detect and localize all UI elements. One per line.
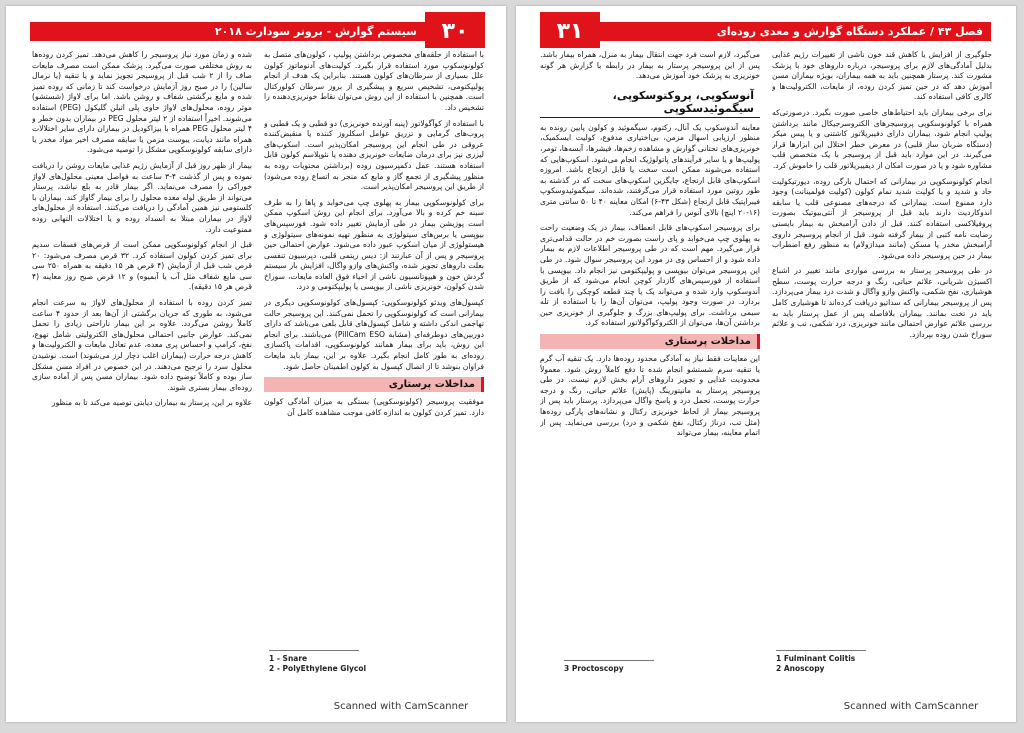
paragraph: با استفاده از کوآگولاتور (پنبه آورنده خونریزی) دو قطبی و یک قطبی و پروب‌های گرمایی و تزریق عوامل اسکلروز کننده یا منقبض‌کننده عروقی در طی انجام این پروسیجر امکان‌پذیر است. اسکوپ‌های لیزری نیز برای درمان ضایعات خونریزی دهنده یا نئوپلاسم کولون قابل استفاده هستند. عمل دکمپرسیون روده (برداشتن محتویات روده به منظور پیشگیری از تجمع گاز و مایع که منجر به اتساع روده می‌شود) از طریق این پروسیجر امکان‌پذیر است. <box>264 118 484 192</box>
footnote-divider <box>269 650 359 651</box>
section-heading: مداخلات پرستاری <box>540 334 760 349</box>
paragraph: جلوگیری از افزایش یا کاهش قند خون ناشی از تغییرات رژیم غذایی بدلیل آمادگی‌های لازم برای پروسیجر، درباره داروهای خود با پزشک مشورت کند. پرستار همچنین باید به همه بیماران، بویژه بیماران مسن آموزش دهد که در حین تمیز کردن روده، از مایعات، الکترولیت‌ها و کالری کافی استفاده کند. <box>772 50 992 102</box>
right-page-header-title: فصل ۴۳ / عملکرد دستگاه گوارش و معدی روده‌ای <box>716 25 983 38</box>
footnote: 1 - Snare <box>269 654 308 663</box>
paragraph: در طی پروسیجر پرستار به بررسی مواردی مانند تغییر در اشباع اکسیژن شریانی، علائم حیاتی، رنگ و درجه حرارت پوست، سطح هوشیاری، نفخ شکمی، واکنش وازو واگال و شدت درد بیمار می‌پردازد. پس از پروسیجر بیمارانی که سداتیو دریافت کرده‌اند تا هوشیاری کامل باید در تخت بمانند. بیماران بلافاصله پس از عمل پرستار باید به بررسی علائم عوارض احتمالی مانند خونریزی، درد شکمی، تب و علائم سوراخ شدن روده بپردازد. <box>772 266 992 339</box>
left-page-number: ۳۰ <box>425 12 485 48</box>
footnote-divider <box>564 660 654 661</box>
section-heading: آنوسکوپی، پروکتوسکوپی، سیگموئیدسکوپی <box>540 87 760 118</box>
right-page-footnotes-left <box>564 660 654 674</box>
paragraph: برای پروسیجر اسکوپ‌های قابل انعطاف، بیمار در یک وضعیت راحت به پهلوی چپ می‌خوابد و پای راست بصورت خم در حالت قدامی‌تری قرار می‌گیرد. مهم است که در طی پروسیجر اطلاعات لازم به بیمار داده شود و از احساس وی در مورد این پروسیجر سوال شود. در طی این پروسیجر می‌توان بیوپسی و پولیپکتومی نیز انجام داد. بیوپسی با استفاده از فورسپس‌های گازدار کوچن انجام می‌شود که از طریق آندوسکوپ وارد شده و می‌تواند یک یا چند قطعه کوچکی را بافت را بردارد. در صورت وجود پولیپ، می‌توان آن‌ها را با استفاده از تله سیمی برداشت. برای پولیپ‌های بزرگ و جلوگیری از خونریزی حین برداشتن آن‌ها، می‌توان از الکتروکوآگولاتور استفاده کرد. <box>540 223 760 328</box>
left-page-header-bar <box>30 22 425 41</box>
right-page-number: ۳۱ <box>540 12 600 48</box>
paragraph: می‌گیرد، لازم است فرد جهت انتقال بیمار به منزل، همراه بیمار باشد. پس از این پروسیجر پرستار به بیمار در رابطه با گزارش هر گونه خونریزی به پزشک خود آموزش می‌دهد. <box>540 50 760 81</box>
left-page-col-left <box>32 50 252 642</box>
footnote: 3 Proctoscopy <box>564 664 624 673</box>
paragraph: برای برخی بیماران باید احتیاط‌های خاصی صورت بگیرد. درصورتی‌که همراه با کولونوسکوپی پروسیجرهای الکتروسرجیکال مانند برداشتن پولیپ انجام شود، بیماران دارای دفیبریلاتور کاشتنی و یا پیس میکر (دستگاه ضربان ساز قلبی) در معرض خطر اختلال این ابزارها قرار می‌گیرند. در این موارد باید قبل از پروسیجر با یک متخصص قلب مشاوره شود و یا در صورت امکان از دیفیبریلاتور قلب را خاموش کرد. <box>772 107 992 170</box>
paragraph: معاینه آندوسکوپ یک آنال، رکتوم، سیگموئید و کولون پایین رونده به منظور ارزیابی اسهال مزمن، بی‌اختیاری مدفوع، کولیت ایسکمیک، خونریزی‌های تحتانی گوارش و مشاهده زخم‌ها، فیشرها، آبسه‌ها، تومر، پولیپ‌ها و یا سایر فرآیندهای پاتولوژیک انجام می‌شود. اسکوپ‌هایی که استفاده می‌شوند ممکن است سخت یا قابل ارتجاع باشد. امروزه اسکوپ‌های قابل ارتجاع، جایگزین اسکوپ‌های سخت که در گذشته به طور روتین مورد استفاده قرار می‌گرفتند، شده‌اند. سیگموئیدوسکوپ فیبراپتیک قابل ارتجاع (شکل ۴۳-۶) امکان معاینه ۴۰ تا ۵۰ سانتی متری (۱۶-۲۰ اینچ) بالای آنوس را فراهم می‌کند. <box>540 122 760 217</box>
paragraph: با استفاده از حلقه‌های مخصوص برداشتن پولیپ ، کولون‌های متصل به کولونوسکوپ مورد استفاده قرار بگیرد. کولیت‌های آدنوماتوز کولون علل بسیاری از سرطان‌های کولون هستند. بنابراین یک هدف از انجام پولیپکتومی، تشخیص سریع و پیشگیری از بروز سرطان کولورکتال است. همچنین با استفاده از این روش می‌توان نقاط خونریزی‌دهنده را تشخیص داد. <box>264 50 484 112</box>
paragraph: موفقیت پروسیجر (کولونوسکوپی) بستگی به میزان آمادگی کولون دارد. تمیز کردن کولون به اندازه کافی موجب مشاهده کامل آن <box>264 397 484 417</box>
right-page-columns <box>540 50 992 642</box>
left-page <box>6 6 506 722</box>
paragraph: علاوه بر این، پرستار به بیماران دیابتی توصیه می‌کند تا به منظور <box>51 398 252 408</box>
paragraph: انجام کولونوسکوپی در بیمارانی که احتمال بارگی روده، دیورتیکولیت حاد و شدید و یا کولیت شدید تمام کولون (کولیت فولمینانت) وجود دارد ممنوع است. بیمارانی که درجه‌های مصنوعی قلب یا سابقه اندوکاردیت دارند باید قبل از پروسیجر از آنتی‌بیوتیک بصورت پروفیلاکسی استفاده کنند. قبل از دادن آرامبخش به بیمار بایستی رضایت نامه کتبی از بیمار گرفته شود. قبل از انجام پروسیجر داروی آرامبخش مخدر یا مسکن (مانند میدازولام) به منظور رفع اضطراب بیمار در حین پروسیجر داده می‌شود. <box>772 176 992 260</box>
camscanner-watermark: Scanned with CamScanner <box>843 701 979 712</box>
paragraph: بیمار از ظهر روز قبل از آزمایش رژیم غذایی مایعات روشن را دریافت نموده و پس از گذشت ۴-۳ ساعت به فواصل معینی محلول‌های لاواژ خوراکی را مصرف می‌نماید. اگر بیمار قادر به بلع نباشد، پرستار می‌تواند از طریق لوله معده محلول را برای بیمار گاواژ کند. بیماران با کلستومی نیز همین آمادگی را دریافت می‌کنند. استفاده از محلول‌های لاواژ در بیماران مبتلا به انسداد روده و یا اختلالات التهابی روده ممنوعیت دارد. <box>32 160 252 234</box>
right-page <box>516 6 1016 722</box>
paragraph: کپسول‌های ویدئو کولونوسکوپی: کپسول‌های کولونوسکوپی دیگری در بیمارانی است که کولونوسکوپی را تحمل نمی‌کنند. این پروسیجر حالت تهاجمی اندکی داشته و شامل کپسول‌های قابل بلعی می‌باشد که دارای دوربین‌های دوطرفه‌ای (مشابه PillCam ESO) می‌باشند. برای انجام این روش، باید برای بیمار همانند کولونوسکوپی، اقدامات پاکسازی روده‌ای به طور کامل انجام بگیرد. علاوه بر این، بیمار باید مایعات فراوان بنوشد تا از اتصال کپسول به کولون اطمینان حاصل شود. <box>264 298 484 371</box>
paragraph: برای کولونوسکوپی بیمار به پهلوی چپ می‌خوابد و پاها را به طرف سینه خم کرده و بالا می‌آورد. برای انجام این روش اسکوپ ممکن است پوزیشن بیمار در طی آزمایش تغییر داده شود. فورسپس‌های بیوپسی یا برس‌های سیتولوژی به منظور تهیه نمونه‌های سیتولوژی و هیستولوژی از میان اسکوپ عبور داده می‌شود. عوارض احتمالی حین پروسیجر و پس از آن عبارتند از: دیس ریتمی قلبی، دپرسیون تنفسی بعلت داروهای تجویز شده، واکنش‌های وازو واگال، افزایش بار سیستم گردش خون و هیپوتانسیون ناشی از احیاء فوق العاده مایعات، سوراخ شدن کولون، خونریزی ناشی از بیوپسی یا پولیپکتومی و درد. <box>264 197 484 292</box>
footnote: 1 Fulminant Colitis <box>776 654 856 663</box>
right-page-footnotes-right <box>776 650 866 674</box>
paragraph: شده و زمان مورد نیاز پروسیجر را کاهش می‌دهد. تمیز کردن روده‌ها به روش مختلفی صورت می‌گیرد. پزشک ممکن است مصرف مایعات صاف را از ۲ شب قبل از پروسیجر تجویز نماید و یا تنقیه (یا نرمال سالین) را در صبح روز آزمایش درخواست کند تا زمانی که روده تمیز شده و مایع برگشتی شفاف و روشن باشد. اما برای لاواژ (شستشو) موثر روده، محلول‌های لاواژ حاوی پلی اتیلن گلیکول (PEG) استفاده می‌شوند. اخیراً استفاده از ۲ لیتر محلول PEG در بیماران بدون خطر و ۴ لیتر محلول PEG همراه با بیزاکودیل در بیماران دارای سایر اختلالات همراه مانند دیابت، یبوست مزمن یا سابقه مصرف اخیر مواد مخدر یا دارای سابقه کولونوسکوپی مشکل زا توصیه می‌شود. <box>32 50 252 155</box>
left-page-col-right <box>264 50 484 642</box>
left-page-footnotes <box>269 650 366 674</box>
right-page-col-left <box>540 50 760 642</box>
right-page-header-bar <box>540 22 991 41</box>
left-page-header-title: سیستم گوارش - برونر سودارث ۲۰۱۸ <box>214 25 417 38</box>
footnote-divider <box>776 650 866 651</box>
paragraph: قبل از انجام کولونوسکوپی ممکن است از قرص‌های فسفات سدیم برای تمیز کردن کولون استفاده کرد. ۳۲ قرص مصرف می‌شود: ۲۰ قرص شب قبل از آزمایش (۴ قرص هر ۱۵ دقیقه به همراه ۲۵۰ سی سی مایع شفاف مثل آب یا آبمیوه) و ۱۲ قرص صبح روز معاینه (۴ قرص هر ۱۵ دقیقه). <box>32 240 252 292</box>
footnote: 2 - PolyEthylene Glycol <box>269 664 367 673</box>
section-heading: مداخلات پرستاری <box>264 377 484 392</box>
footnote: 2 Anoscopy <box>776 664 825 673</box>
paragraph: این معاینات فقط نیاز به آمادگی محدود روده‌ها دارد. یک تنقیه آب گرم یا تنقیه سرم شستشو انجام شده تا دفع کاملاً روش شود. معمولاً محدودیت غذایی و تجویز داروهای آرام بخش لازم نیست. در طی پروسیجر پرستار به مانیتورینگ (پایش) علائم حیاتی، رنگ و درجه حرارت پوست، تحمل درد و پاسخ واگال می‌پردازد. پرستار باید پس از پروسیجر بیمار از لحاظ خونریزی رکتال و نشانه‌های پارگی روده‌ها (مثل تب، درناژ رکتال، نفخ شکمی و درد) بررسی می‌نماید. پس از اتمام معاینه، بیمار می‌تواند <box>540 354 760 438</box>
camscanner-watermark: Scanned with CamScanner <box>333 701 469 712</box>
right-page-col-right <box>772 50 992 642</box>
paragraph: تمیز کردن روده با استفاده از محلول‌های لاواژ به سرعت انجام می‌شود، به طوری که جریان برگشتی از آن‌ها بعد از حدود ۴ ساعت کاملاً روشن می‌گردد. علاوه بر این بیمار ناراحتی زیادی را تحمل نمی‌کند. عوارض جانبی احتمالی محلول‌های الکترولیتی شامل تهوع، نفخ، کرامپ و احساس پری معده، عدم تعادل مایعات و الکترولیت‌ها و کاهش درجه حرارت (بیماران اغلب دچار لرز می‌شوند) است. نوشیدن محلول سرد را ترجیح می‌دهند. در این خصوص در افراد مسن مشکل ساز بوده و کاملاً توضیح داده شود. بیماران مسن پس از آماده سازی روده‌ای بیمار بستری شوند. <box>32 298 252 392</box>
left-page-columns <box>32 50 484 642</box>
